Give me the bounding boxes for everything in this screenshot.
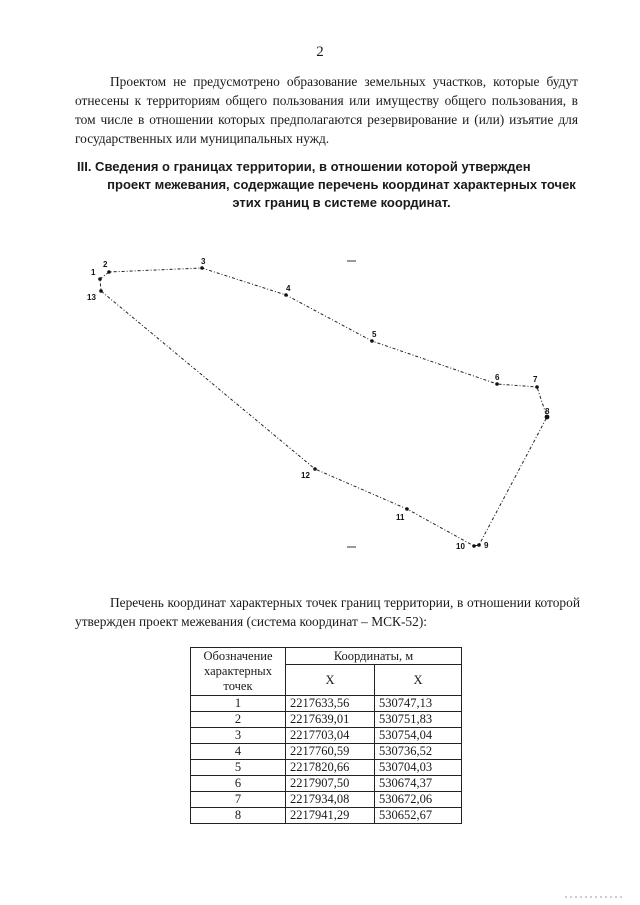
point-label-8: 8 — [545, 407, 550, 416]
point-label-2: 2 — [103, 260, 108, 269]
coordinates-table — [190, 647, 462, 824]
point-label-10: 10 — [456, 542, 465, 551]
boundary-point-6 — [495, 382, 499, 386]
boundary-point-12 — [313, 467, 317, 471]
boundary-point-9 — [477, 543, 481, 547]
point-label-11: 11 — [396, 513, 405, 522]
x-coordinate-cell: 2217820,66 — [286, 760, 375, 776]
header-point-label: Обозначение характерных точек — [191, 648, 286, 696]
x-coordinate-cell: 2217703,04 — [286, 728, 375, 744]
section-heading-line-3: этих границ в системе координат. — [232, 195, 451, 210]
point-cell: 7 — [191, 792, 286, 808]
x-coordinate-cell: 2217639,01 — [286, 712, 375, 728]
y-coordinate-cell: 530754,04 — [375, 728, 462, 744]
header-x: X — [286, 665, 375, 696]
x-coordinate-cell: 2217934,08 — [286, 792, 375, 808]
y-coordinate-cell: 530704,03 — [375, 760, 462, 776]
table-row — [191, 744, 462, 760]
point-label-5: 5 — [372, 330, 377, 339]
boundary-point-2 — [107, 270, 111, 274]
table-row — [191, 776, 462, 792]
x-coordinate-cell: 2217760,59 — [286, 744, 375, 760]
point-label-3: 3 — [201, 257, 206, 266]
section-heading-line-1: III. Сведения о границах территории, в отношении которой утвержден — [77, 159, 531, 174]
table-intro-paragraph: Перечень координат характерных точек границ территории, в отношении которой утвержден проект межевания (система координат – МСК-52): — [75, 595, 580, 629]
header-y: X — [375, 665, 462, 696]
point-label-12: 12 — [301, 471, 310, 480]
x-coordinate-cell: 2217907,50 — [286, 776, 375, 792]
boundary-polyline — [100, 268, 547, 546]
header-coordinates: Координаты, м — [286, 648, 462, 665]
y-coordinate-cell: 530747,13 — [375, 696, 462, 712]
point-label-4: 4 — [286, 284, 291, 293]
page-number: 2 — [316, 44, 324, 60]
point-label-1: 1 — [91, 268, 96, 277]
table-row — [191, 808, 462, 824]
boundary-point-10 — [472, 544, 476, 548]
scan-edge-marks — [565, 895, 625, 899]
y-coordinate-cell: 530736,52 — [375, 744, 462, 760]
y-coordinate-cell: 530672,06 — [375, 792, 462, 808]
boundary-point-13 — [99, 289, 103, 293]
boundary-point-7 — [535, 385, 539, 389]
boundary-point-5 — [370, 339, 374, 343]
coordinates-table-body — [191, 696, 462, 824]
x-coordinate-cell: 2217941,29 — [286, 808, 375, 824]
point-cell: 3 — [191, 728, 286, 744]
boundary-point-11 — [405, 507, 409, 511]
point-cell: 4 — [191, 744, 286, 760]
table-row — [191, 712, 462, 728]
point-cell: 6 — [191, 776, 286, 792]
table-row — [191, 792, 462, 808]
point-cell: 1 — [191, 696, 286, 712]
y-coordinate-cell: 530751,83 — [375, 712, 462, 728]
table-row — [191, 696, 462, 712]
boundary-point-4 — [284, 293, 288, 297]
boundary-point-3 — [200, 266, 204, 270]
point-label-9: 9 — [484, 541, 489, 550]
section-heading-line-2: проект межевания, содержащие перечень координат характерных точек — [107, 177, 576, 192]
table-row — [191, 760, 462, 776]
y-coordinate-cell: 530652,67 — [375, 808, 462, 824]
point-cell: 2 — [191, 712, 286, 728]
point-cell: 8 — [191, 808, 286, 824]
y-coordinate-cell: 530674,37 — [375, 776, 462, 792]
point-cell: 5 — [191, 760, 286, 776]
point-label-13: 13 — [87, 293, 96, 302]
point-label-7: 7 — [533, 375, 538, 384]
boundary-point-1 — [98, 277, 102, 281]
point-label-6: 6 — [495, 373, 500, 382]
table-row — [191, 728, 462, 744]
x-coordinate-cell: 2217633,56 — [286, 696, 375, 712]
intro-paragraph: Проектом не предусмотрено образование земельных участков, которые будут отнесены к территориям общего пользования или имуществу общего пользования, в том числе в отношении которых предполагаются резервирование и (или) изъятие для государственных или муниципальных нужд. — [75, 74, 578, 146]
